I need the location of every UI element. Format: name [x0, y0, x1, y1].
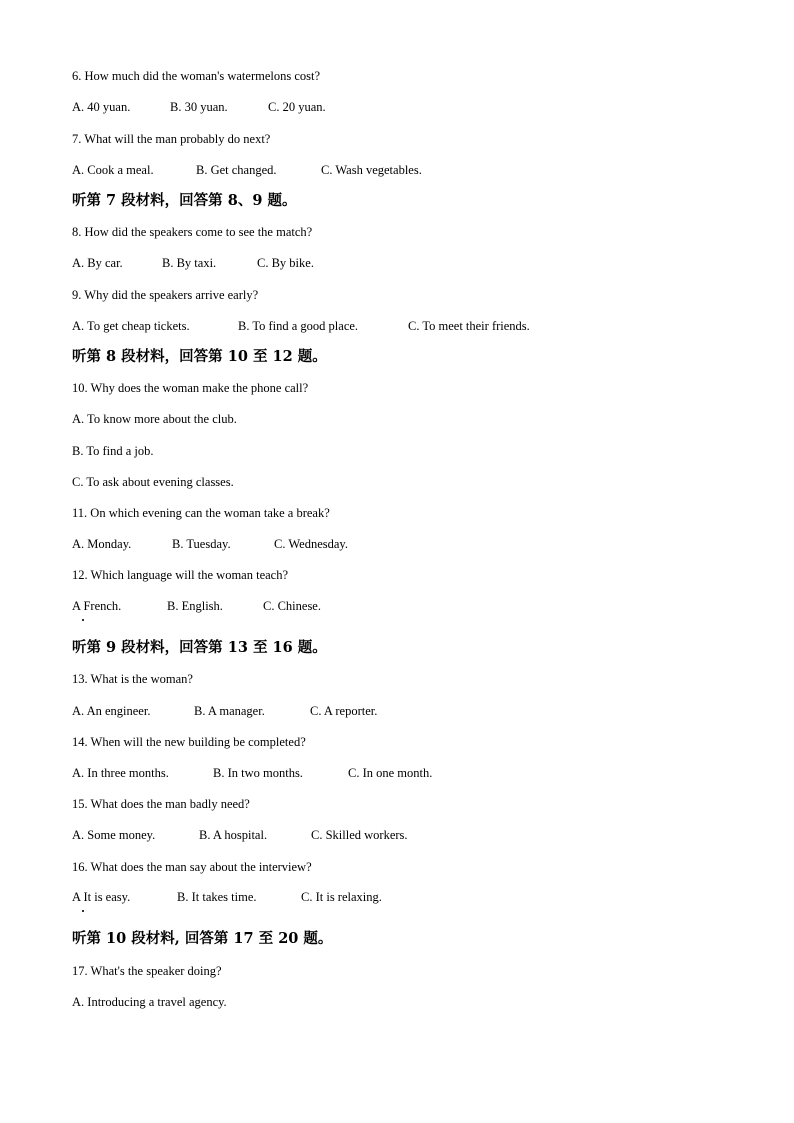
question-9: 9. Why did the speakers arrive early? — [72, 288, 259, 302]
option-10-a: A. To know more about the club. — [72, 412, 237, 426]
option-a: A It is easy. — [72, 890, 131, 904]
option-b: B. Tuesday. — [172, 537, 231, 551]
option-c: C. It is relaxing. — [301, 890, 382, 904]
option-a: A French. — [72, 599, 122, 613]
option-a: A. Monday. — [72, 537, 132, 551]
question-15: 15. What does the man badly need? — [72, 797, 250, 811]
option-c: C. Wash vegetables. — [321, 163, 422, 177]
question-6: 6. How much did the woman's watermelons cost? — [72, 69, 321, 83]
punctuation-mark — [82, 910, 84, 912]
option-a: A. By car. — [72, 256, 123, 270]
option-b: B. In two months. — [213, 766, 303, 780]
option-a: A. Cook a meal. — [72, 163, 154, 177]
option-c: C. To meet their friends. — [408, 319, 530, 333]
punctuation-mark — [82, 619, 84, 621]
option-17-a: A. Introducing a travel agency. — [72, 995, 227, 1009]
question-11: 11. On which evening can the woman take a break? — [72, 506, 330, 520]
question-12: 12. Which language will the woman teach? — [72, 568, 289, 582]
option-c: C. Skilled workers. — [311, 828, 408, 842]
option-c: C. In one month. — [348, 766, 433, 780]
option-b: B. Get changed. — [196, 163, 277, 177]
option-b: B. A manager. — [194, 704, 265, 718]
option-a: A. To get cheap tickets. — [72, 319, 190, 333]
option-c: C. Wednesday. — [274, 537, 348, 551]
option-b: B. English. — [167, 599, 223, 613]
option-10-c: C. To ask about evening classes. — [72, 475, 234, 489]
option-b: B. By taxi. — [162, 256, 217, 270]
option-a: A. In three months. — [72, 766, 169, 780]
option-a: A. 40 yuan. — [72, 100, 131, 114]
section-heading-10: 听第 10 段材料, 回答第 17 至 20 题。 — [72, 930, 333, 947]
option-a: A. Some money. — [72, 828, 156, 842]
option-a: A. An engineer. — [72, 704, 151, 718]
option-10-b: B. To find a job. — [72, 444, 154, 458]
option-c: C. 20 yuan. — [268, 100, 326, 114]
section-heading-7: 听第 7 段材料，回答第 8、9 题。 — [72, 192, 297, 209]
question-16: 16. What does the man say about the interview? — [72, 860, 312, 874]
option-c: C. By bike. — [257, 256, 314, 270]
question-7: 7. What will the man probably do next? — [72, 132, 271, 146]
option-b: B. 30 yuan. — [170, 100, 228, 114]
option-c: C. A reporter. — [310, 704, 378, 718]
question-14: 14. When will the new building be completed? — [72, 735, 306, 749]
option-b: B. A hospital. — [199, 828, 268, 842]
option-b: B. It takes time. — [177, 890, 257, 904]
question-8: 8. How did the speakers come to see the match? — [72, 225, 313, 239]
section-heading-9: 听第 9 段材料，回答第 13 至 16 题。 — [72, 639, 327, 656]
question-17: 17. What's the speaker doing? — [72, 964, 222, 978]
option-c: C. Chinese. — [263, 599, 321, 613]
question-13: 13. What is the woman? — [72, 672, 193, 686]
section-heading-8: 听第 8 段材料，回答第 10 至 12 题。 — [72, 348, 327, 365]
question-10: 10. Why does the woman make the phone call? — [72, 381, 309, 395]
option-b: B. To find a good place. — [238, 319, 359, 333]
